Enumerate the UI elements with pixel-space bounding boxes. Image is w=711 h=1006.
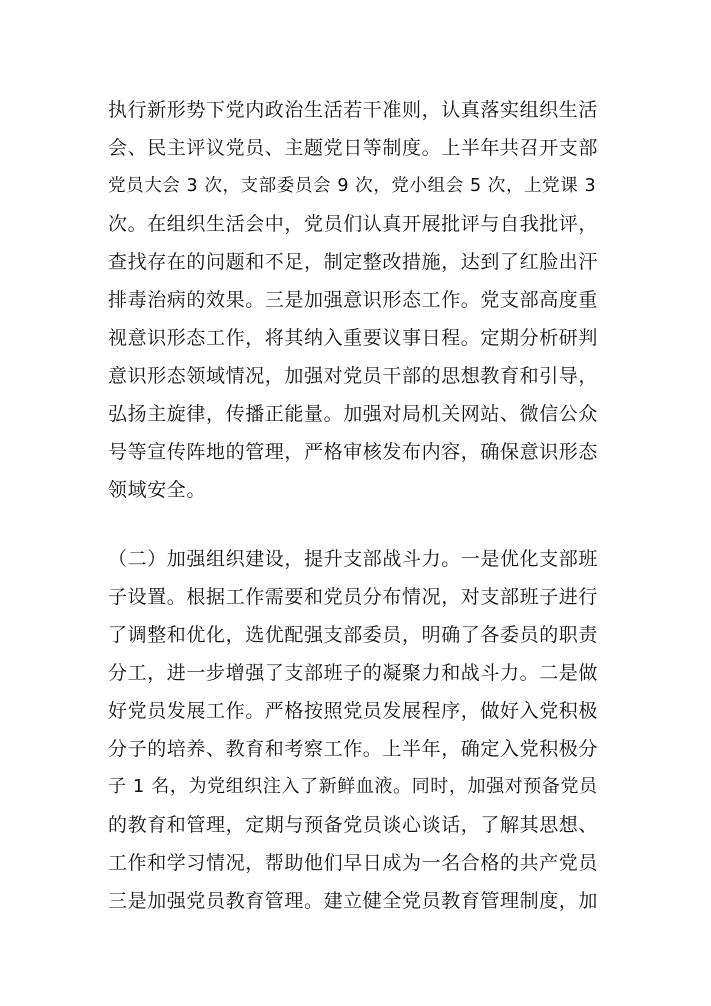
text-line: 次。在组织生活会中，党员们认真开展批评与自我批评， [108,213,599,235]
text-line: 号等宣传阵地的管理，严格审核发布内容，确保意识形态 [108,441,599,463]
text-line: 领域安全。 [108,479,207,501]
text-line: 三是加强党员教育管理。建立健全党员教育管理制度，加 [108,890,599,912]
text-line: 了调整和优化，选优配强支部委员，明确了各委员的职责 [108,624,599,646]
text-line: 执行新形势下党内政治生活若干准则，认真落实组织生活 [108,99,599,121]
text-line: 查找存在的问题和不足，制定整改措施，达到了红脸出汗 [108,251,599,273]
text-line: 好党员发展工作。严格按照党员发展程序，做好入党积极 [108,700,599,722]
text-line: 的教育和管理，定期与预备党员谈心谈话，了解其思想、 [108,814,599,836]
text-line: 弘扬主旋律，传播正能量。加强对局机关网站、微信公众 [108,403,599,425]
text-line: 子设置。根据工作需要和党员分布情况，对支部班子进行 [108,586,599,608]
text-line: 排毒治病的效果。三是加强意识形态工作。党支部高度重 [108,289,599,311]
text-line: 意识形态领域情况，加强对党员干部的思想教育和引导， [108,365,599,387]
text-line: 子 1 名，为党组织注入了新鲜血液。同时，加强对预备党员 [108,776,598,797]
text-line: 工作和学习情况，帮助他们早日成为一名合格的共产党员 [108,852,599,874]
text-line: 分工，进一步增强了支部班子的凝聚力和战斗力。二是做 [108,662,599,684]
text-line: （二）加强组织建设，提升支部战斗力。一是优化支部班 [108,548,599,570]
text-line: 视意识形态工作，将其纳入重要议事日程。定期分析研判 [108,327,599,349]
text-line: 分子的培养、教育和考察工作。上半年，确定入党积极分 [108,738,599,760]
text-line: 党员大会 3 次，支部委员会 9 次，党小组会 5 次，上党课 3 [108,176,597,196]
text-line: 会、民主评议党员、主题党日等制度。上半年共召开支部 [108,137,599,159]
